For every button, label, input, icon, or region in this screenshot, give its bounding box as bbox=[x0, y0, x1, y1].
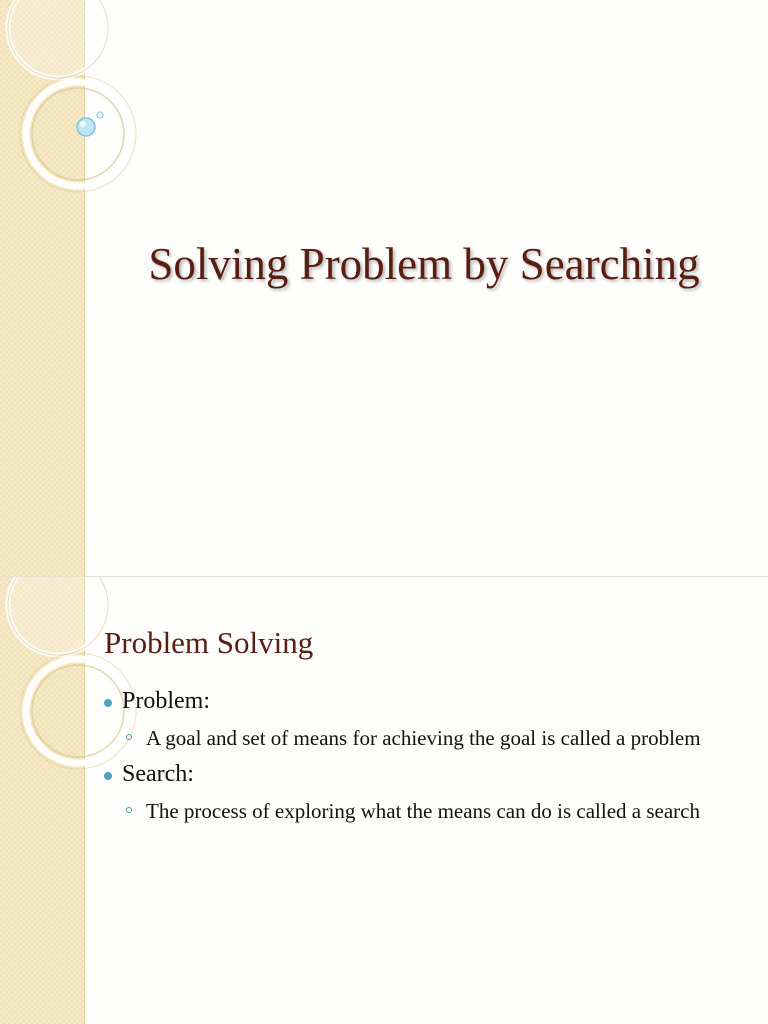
decorative-rings-icon bbox=[0, 0, 140, 200]
bullet-dot-icon bbox=[104, 699, 112, 707]
bullet-dot-icon bbox=[104, 772, 112, 780]
section-title: Problem Solving bbox=[104, 625, 314, 660]
sub-bullet-problem-definition bbox=[124, 724, 730, 752]
bullet-item-problem bbox=[104, 687, 730, 716]
bullet-label: Problem: bbox=[122, 688, 210, 714]
sub-bullet-ring-icon bbox=[126, 734, 132, 740]
bullet-item-search bbox=[104, 760, 730, 789]
bullet-list bbox=[104, 687, 730, 833]
sub-bullet-text: A goal and set of means for achieving the goal is called a problem bbox=[146, 725, 701, 750]
sub-bullet-text: The process of exploring what the means can do is called a search bbox=[146, 798, 700, 823]
sub-bullet-ring-icon bbox=[126, 807, 132, 813]
bullet-label: Search: bbox=[122, 760, 194, 787]
sub-bullet-search-definition bbox=[124, 797, 730, 825]
slide-title: Solving Problem by Searching bbox=[148, 239, 700, 289]
slide-2 bbox=[0, 576, 768, 1024]
